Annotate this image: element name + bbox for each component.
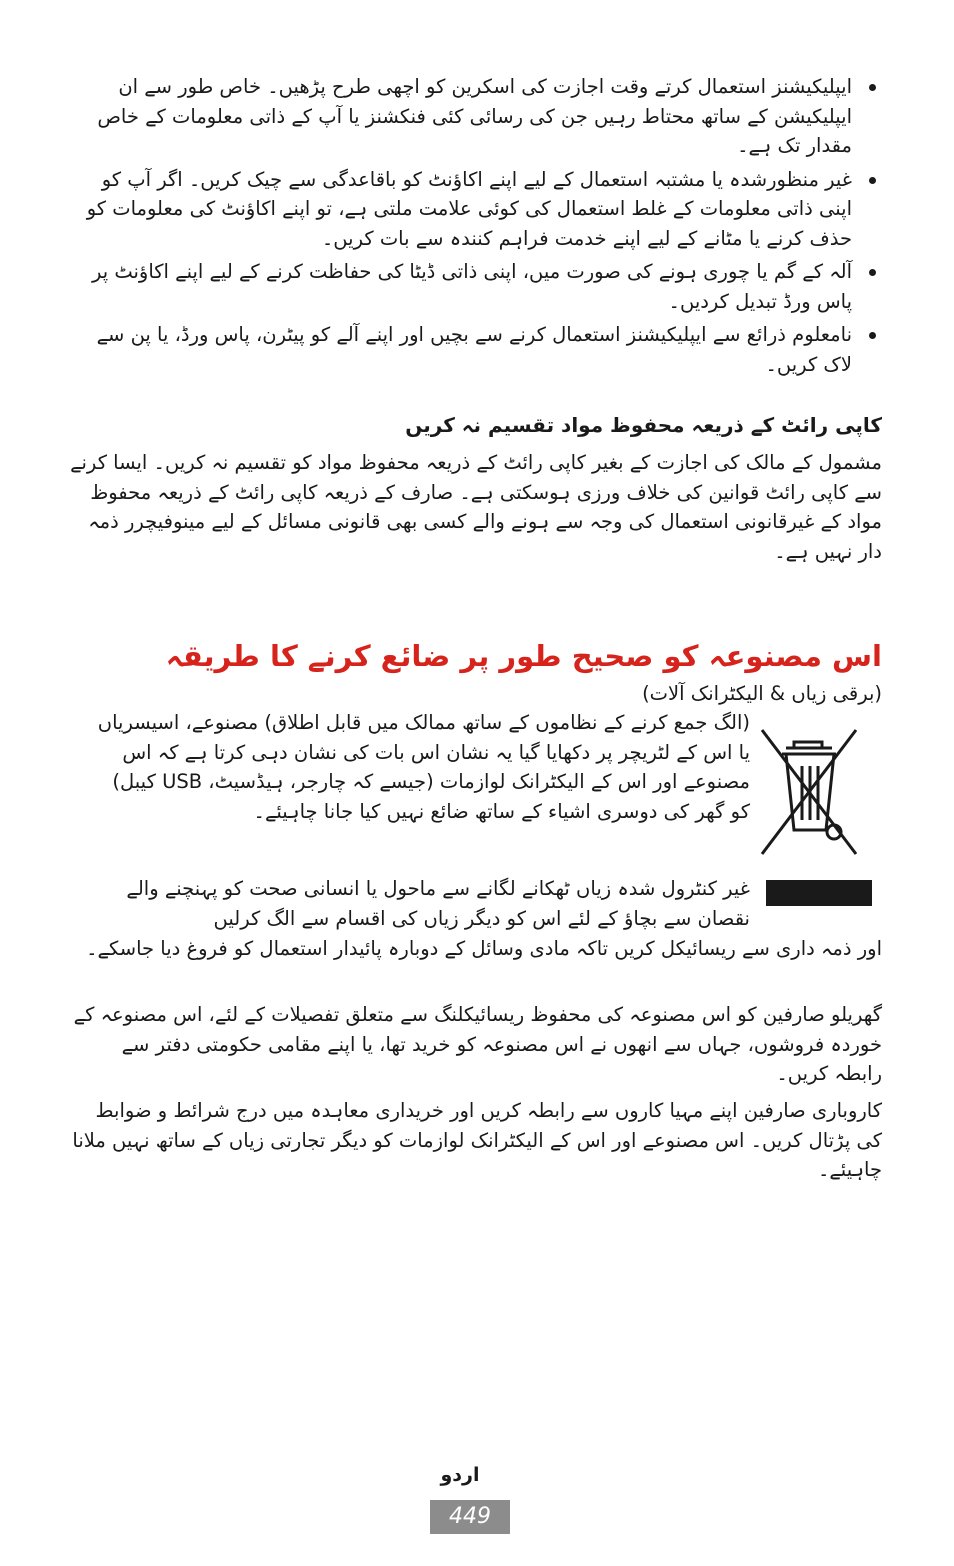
list-item-text: غیر منظورشدہ یا مشتبہ استعمال کے لیے اپنے اکاؤنٹ کو باقاعدگی سے چیک کریں۔ اگر آپ کو اپنی ذاتی معلومات کے غلط استعمال کی کوئی علامت ملتی ہے، تو اپنے اکاؤنٹ کی معلومات کو حذف کرنے یا مٹانے کے لیے اپنے خدمت فراہم کنندہ سے بات کریں۔ xyxy=(86,167,852,250)
page-number: 449 xyxy=(430,1500,510,1534)
list-item-text: ایپلیکیشنز استعمال کرتے وقت اجازت کی اسکرین کو اچھی طرح پڑھیں۔ خاص طور سے ان ایپلیکیشن کے ساتھ محتاط رہیں جن کی رسائی کئی فنکشنز یا آپ کے ذاتی معلومات کے خاص مقدار تک ہے۔ xyxy=(97,75,852,157)
disposal-subheading: (برقی زیاں & الیکٹرانک آلات) xyxy=(642,682,882,705)
bullet-icon xyxy=(869,84,876,91)
list-item xyxy=(70,165,882,254)
disposal-paragraph-symbol: (الگ جمع کرنے کے نظاموں کے ساتھ ممالک میں قابل اطلاق) مصنوعے، اسیسریاں یا اس کے لٹریچر پر دکھایا گیا یہ نشان اس بات کی نشان دہی کرتا ہے کہ اس مصنوعے اور اس کے الیکٹرانک لوازمات (جیسے کہ چارجر، ہیڈسیٹ، USB کیبل) کو گھر کی دوسری اشیاء کے ساتھ ضائع نہیں کیا جانا چاہیئے۔ xyxy=(97,711,750,823)
list-item-text: نامعلوم ذرائع سے ایپلیکیشنز استعمال کرنے سے بچیں اور اپنے آلے کو پیٹرن، پاس ورڈ، یا پن سے لاک کریں۔ xyxy=(96,323,852,376)
privacy-tips-list xyxy=(70,72,882,383)
list-item xyxy=(70,257,882,316)
crossed-out-wheelie-bin-icon xyxy=(756,726,862,858)
list-item-text: آلہ کے گم یا چوری ہونے کی صورت میں، اپنی ذاتی ڈیٹا کی حفاظت کرنے کے لیے اپنے اکاؤنٹ پر پاس ورڈ تبدیل کردیں۔ xyxy=(91,260,852,313)
footer-language: اردو xyxy=(440,1464,480,1486)
list-item xyxy=(70,320,882,379)
disposal-paragraph-separate: غیر کنٹرول شدہ زیاں ٹھکانے لگانے سے ماحول یا انسانی صحت کو پہنچنے والے نقصان سے بچاؤ کے لئے اس کو دیگر زیاں کی اقسام سے الگ کرلیں xyxy=(126,877,750,930)
disposal-paragraph-recycle: اور ذمہ داری سے ریسائیکل کریں تاکہ مادی وسائل کے دوبارہ پائیدار استعمال کو فروغ دیا جاسکے۔ xyxy=(86,937,882,960)
disposal-paragraph-household: گھریلو صارفین کو اس مصنوعہ کی محفوظ ریسائیکلنگ سے متعلق تفصیلات کے لئے، اس مصنوعہ کے خوردہ فروشوں، جہاں سے انھوں نے اس مصنوعہ کو خرید تھا، یا اپنے مقامی حکومتی دفتر سے رابطہ کریں۔ xyxy=(73,1003,882,1085)
copyright-body: مشمول کے مالک کی اجازت کے بغیر کاپی رائٹ کے ذریعہ محفوظ مواد کو تقسیم نہ کریں۔ ایسا کرنے سے کاپی رائٹ قوانین کی خلاف ورزی ہوسکتی ہے۔ صارف کے ذریعہ کاپی رائٹ کے ذریعہ محفوظ مواد کے غیرقانونی استعمال کی وجہ سے ہونے والے کسی بھی قانونی مسائل کے لیے مینوفیچرر ذمہ دار نہیں ہے۔ xyxy=(70,451,882,563)
disposal-title: اس مصنوعہ کو صحیح طور پر ضائع کرنے کا طریقہ xyxy=(165,639,882,673)
bullet-icon xyxy=(869,177,876,184)
bullet-icon xyxy=(869,269,876,276)
disposal-paragraph-business: کاروباری صارفین اپنے مہیا کاروں سے رابطہ کریں اور خریداری معاہدہ میں درج شرائط و ضوابط کی پڑتال کریں۔ اس مصنوعے اور اس کے الیکٹرانک لوازمات کو دیگر تجارتی زیاں کے ساتھ نہیں ملانا چاہیئے۔ xyxy=(72,1099,882,1181)
weee-bar xyxy=(766,880,872,906)
copyright-heading: کاپی رائٹ کے ذریعہ محفوظ مواد تقسیم نہ کریں xyxy=(405,413,882,437)
list-item xyxy=(70,72,882,161)
bullet-icon xyxy=(869,332,876,339)
